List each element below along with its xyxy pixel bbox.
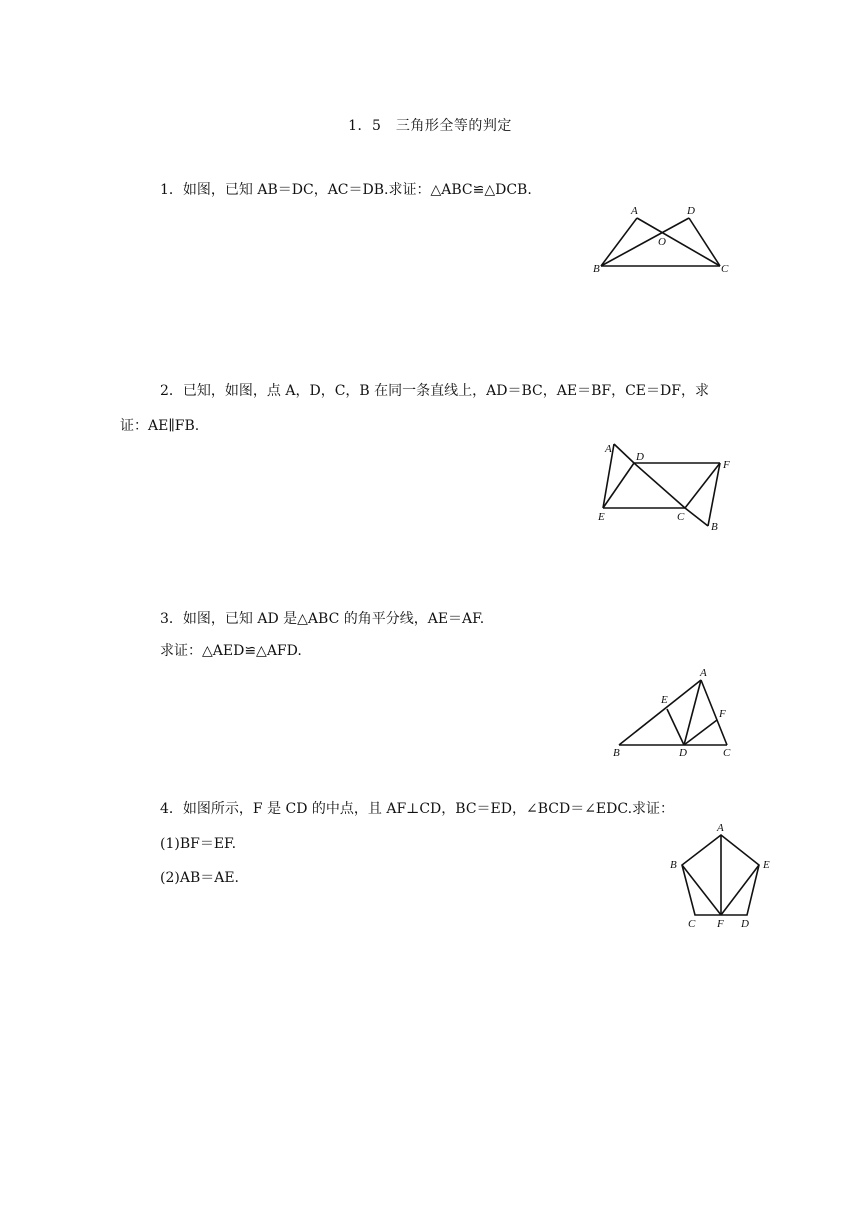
label-E: E xyxy=(763,859,770,871)
problem-1-figure xyxy=(585,200,735,280)
segment-AD xyxy=(684,680,701,745)
label-E: E xyxy=(598,511,605,523)
problem-3-statement-line-2: 求证：△AED≌△AFD. xyxy=(160,643,302,659)
label-D: D xyxy=(687,205,695,217)
problem-4-statement-line-1: 4．如图所示，F 是 CD 的中点，且 AF⊥CD，BC＝ED，∠BCD＝∠EDC.求证： xyxy=(160,801,675,817)
label-B: B xyxy=(613,747,620,759)
segment-FC xyxy=(685,463,720,508)
problem-1-statement: 1．如图，已知 AB＝DC，AC＝DB.求证：△ABC≌△DCB. xyxy=(160,182,532,198)
label-C: C xyxy=(688,918,696,930)
label-F: F xyxy=(719,708,726,720)
label-B: B xyxy=(593,263,600,275)
label-O: O xyxy=(658,236,666,248)
label-C: C xyxy=(723,747,731,759)
page-title: 1．5 三角形全等的判定 xyxy=(348,118,512,134)
label-D: D xyxy=(679,747,687,759)
label-A: A xyxy=(700,667,707,679)
label-A: A xyxy=(631,205,638,217)
problem-3-figure xyxy=(605,665,745,763)
label-C: C xyxy=(677,511,685,523)
segment-BA xyxy=(601,218,637,266)
problem-4-figure xyxy=(665,818,775,930)
label-F: F xyxy=(723,459,730,471)
segment-AC xyxy=(637,218,720,266)
label-E: E xyxy=(661,694,668,706)
label-D: D xyxy=(636,451,644,463)
label-F: F xyxy=(717,918,724,930)
label-A: A xyxy=(605,443,612,455)
label-B: B xyxy=(711,521,718,533)
problem-2-statement-line-2: 证：AE∥FB. xyxy=(120,418,200,434)
label-D: D xyxy=(741,918,749,930)
problem-4-sub-2: (2)AB＝AE. xyxy=(160,870,240,886)
label-A: A xyxy=(717,822,724,834)
segment-AD xyxy=(614,444,634,463)
segment-BD xyxy=(601,218,689,266)
problem-4-sub-1: (1)BF＝EF. xyxy=(160,836,237,852)
label-C: C xyxy=(721,263,729,275)
segment-CB xyxy=(685,508,708,526)
segment-ED xyxy=(667,709,684,745)
label-B: B xyxy=(670,859,677,871)
segment-FB xyxy=(708,463,720,526)
problem-2-statement-line-1: 2．已知，如图，点 A，D，C，B 在同一条直线上，AD＝BC，AE＝BF，CE＝DF，求 xyxy=(160,383,709,399)
problem-3-statement-line-1: 3．如图，已知 AD 是△ABC 的角平分线，AE＝AF. xyxy=(160,611,485,627)
segment-BA xyxy=(619,680,701,745)
segment-DC xyxy=(689,218,720,266)
segment-DC xyxy=(634,463,685,508)
problem-2-figure xyxy=(590,438,740,534)
